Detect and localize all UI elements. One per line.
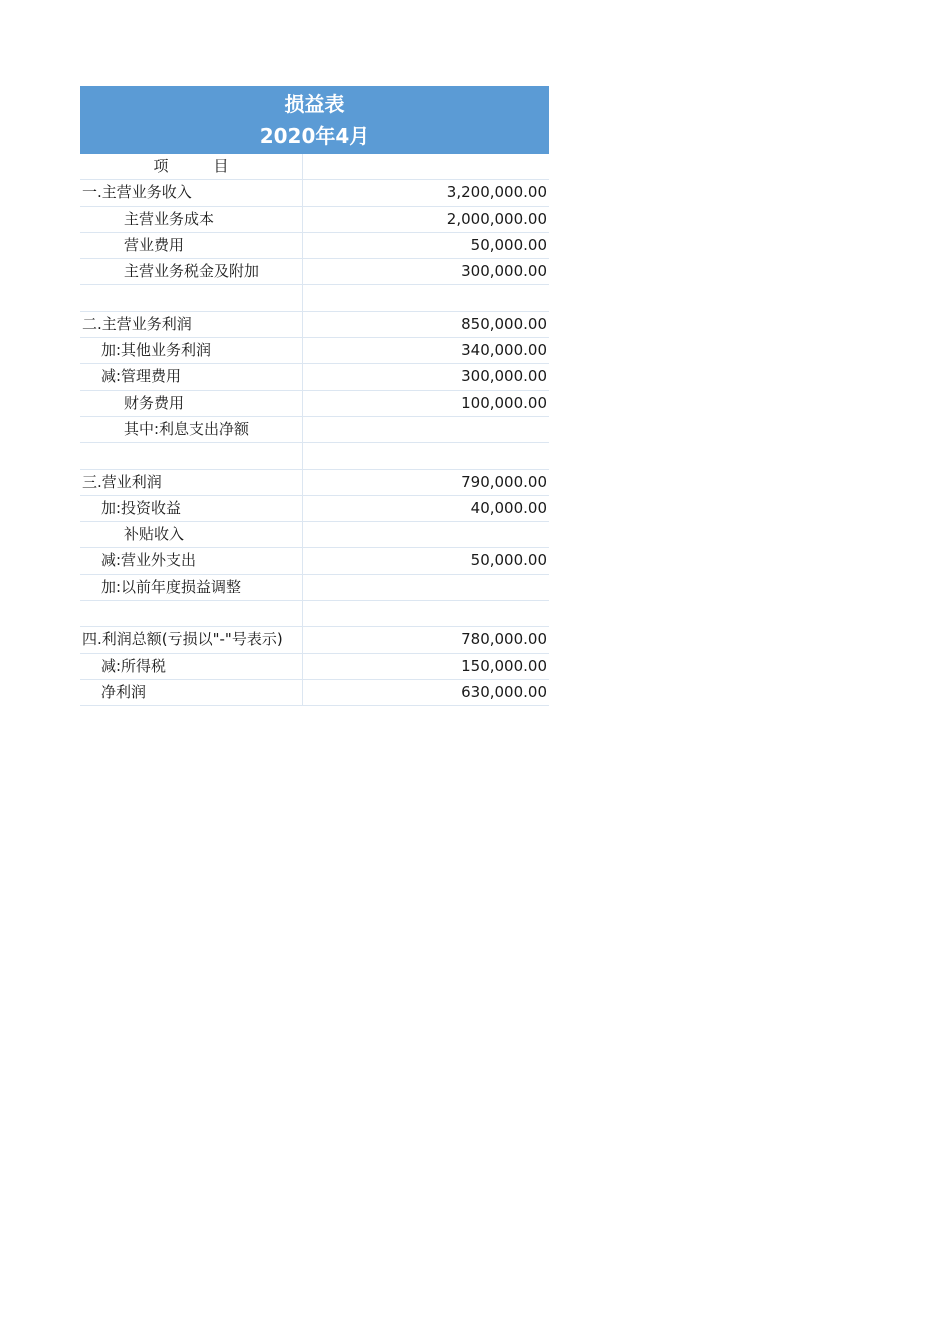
table-row [80, 285, 549, 311]
table-row [80, 312, 549, 338]
income-statement-sheet [80, 86, 549, 706]
row-value: 150,000.00 [461, 656, 547, 675]
row-label: 二.主营业务利润 [80, 312, 303, 337]
row-value: 300,000.00 [461, 367, 547, 386]
row-value: 50,000.00 [470, 551, 547, 570]
table-row [80, 654, 549, 680]
row-label: 减:营业外支出 [80, 548, 303, 573]
table-row [80, 575, 549, 601]
row-label [80, 443, 303, 468]
table-row [80, 180, 549, 206]
row-label: 补贴收入 [80, 522, 303, 547]
row-value: 630,000.00 [461, 682, 547, 701]
title-block [80, 86, 549, 154]
table-row [80, 601, 549, 627]
table-row [80, 417, 549, 443]
row-label: 加:其他业务利润 [80, 338, 303, 363]
table-row [80, 233, 549, 259]
row-label: 财务费用 [80, 391, 303, 416]
row-label [80, 285, 303, 310]
row-label: 减:所得税 [80, 654, 303, 679]
row-value: 340,000.00 [461, 341, 547, 360]
item-column-header: 项 目 [80, 154, 303, 179]
report-period: 2020年4月 [259, 124, 370, 148]
row-label [80, 601, 303, 626]
row-value: 2,000,000.00 [446, 209, 547, 228]
table-row [80, 364, 549, 390]
row-label: 净利润 [80, 680, 303, 705]
table-row [80, 680, 549, 706]
value-column-header [303, 154, 549, 179]
row-value [303, 575, 549, 600]
table-row [80, 470, 549, 496]
table-row [80, 338, 549, 364]
row-label: 一.主营业务收入 [80, 180, 303, 205]
row-label: 减:管理费用 [80, 364, 303, 389]
table-row [80, 627, 549, 653]
row-value [303, 443, 549, 468]
row-value: 50,000.00 [470, 235, 547, 254]
table-row [80, 259, 549, 285]
row-label: 三.营业利润 [80, 470, 303, 495]
table-row [80, 496, 549, 522]
row-value: 790,000.00 [461, 472, 547, 491]
row-value: 850,000.00 [461, 314, 547, 333]
row-label: 加:以前年度损益调整 [80, 575, 303, 600]
row-value: 3,200,000.00 [446, 183, 547, 202]
row-label: 主营业务成本 [80, 207, 303, 232]
table-row [80, 391, 549, 417]
row-value: 780,000.00 [461, 630, 547, 649]
row-value [303, 285, 549, 310]
row-value [303, 601, 549, 626]
table-row [80, 522, 549, 548]
row-value: 100,000.00 [461, 393, 547, 412]
table-row [80, 443, 549, 469]
table-row [80, 548, 549, 574]
row-value [303, 522, 549, 547]
row-label: 加:投资收益 [80, 496, 303, 521]
header-row [80, 154, 549, 180]
row-label: 营业费用 [80, 233, 303, 258]
row-label: 四.利润总额(亏损以"-"号表示) [80, 627, 303, 652]
row-label: 其中:利息支出净额 [80, 417, 303, 442]
table-row [80, 207, 549, 233]
report-title: 损益表 [284, 92, 345, 116]
row-label: 主营业务税金及附加 [80, 259, 303, 284]
table-body [80, 180, 549, 706]
row-value: 40,000.00 [470, 498, 547, 517]
row-value: 300,000.00 [461, 262, 547, 281]
row-value [303, 417, 549, 442]
